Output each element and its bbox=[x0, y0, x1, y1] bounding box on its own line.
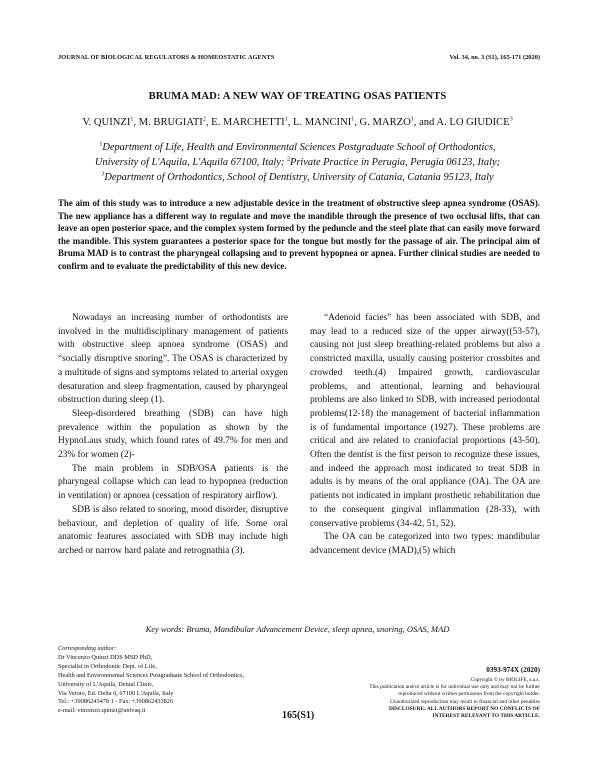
affiliations bbox=[40, 140, 555, 185]
paragraph: The OA can be categorized into two types: mandibular advancement device (MAD),(5) which bbox=[310, 532, 540, 556]
corresponding-email[interactable]: e-mail: vincenzo.quinzi@univaq.it bbox=[58, 707, 146, 715]
author-sup: 1 bbox=[284, 116, 288, 123]
disclosure-line: INTEREST RELEVANT TO THIS ARTICLE. bbox=[432, 713, 540, 720]
author-sup: 1 bbox=[351, 116, 355, 123]
paragraph: Nowadays an increasing number of orthodontists are involved in the multidisciplinary management of patients with obstructive sleep apnoea syndrome (OSAS) and “socially disruptive snoring”. The OSAS is characterized by a multitude of signs and symptoms related to arterial oxygen desaturation and sleep fragmentation, caused by pharyngeal obstruction during sleep (1). bbox=[58, 313, 288, 406]
paragraph: “Adenoid facies” has been associated with SDB, and may lead to a reduced size of the upper airway((53-57), causing not just sleep breathing-related problems but also a constricted maxilla, usually causing posterior crossbites and crowded teeth.(4) Impaired growth, cardiovascular problems, and attentional, learning and behavioural problems are also linked to SDB, with increased periodontal problems(12-18) the management of bacterial inflammation is of fundamental importance (1927). These problems are critical and are related to craniofacial proportions (43-50). Often the dentist is the first person to recognize these issues, and indeed the approach most indicated to treat SDB in adults is by means of the oral appliance (OA). The OA are patients not indicated in implant prosthetic rehabilitation due to the consequent gingival inflammation (28-33), with conservative problems (34-42, 51, 52). bbox=[310, 313, 540, 529]
rights-line: This publication and/or article is for individual use only and may not be further bbox=[369, 684, 540, 691]
corresponding-author bbox=[58, 645, 298, 716]
author-sup: 2 bbox=[202, 116, 206, 123]
author-sup: 1 bbox=[410, 116, 414, 123]
affiliation-line bbox=[40, 155, 555, 170]
author-name: E. MARCHETTI bbox=[211, 117, 285, 128]
disclosure-line: DISCLOSURE: ALL AUTHORS REPORT NO CONFLICTS OF bbox=[389, 705, 540, 712]
author-list: V. QUINZI$^1$, M. BRUGIATI$^2$, E. MARCHETTI$^1$, L. MANCINI$^1$, G. MARZO$^1$, and A. LO GIUDICE$^3$ bbox=[82, 116, 513, 128]
corresponding-line: Tel.: +39086243478 1 - Fax: +390862433826 bbox=[58, 698, 174, 706]
journal-name: JOURNAL OF BIOLOGICAL REGULATORS & HOMEOSTATIC AGENTS bbox=[58, 54, 275, 61]
abstract: The aim of this study was to introduce a new adjustable device in the treatment of obstructive sleep apnea syndrome (OSAS). The new appliance has a different way to regulate and move the mandible through the presence of two occlusal lifts, that can leave an open posterior space, and the complex system formed by the peduncle and the steel plate that can easily move forward the mandible. This system guarantees a posterior space for the tongue but mostly for the passage of air. The principal aim of Bruma MAD is to contrast the pharyngeal collapsing and to prevent hypopnea or apnea. Further clinical studies are needed to confirm and to evaluate the predictability of this new device. bbox=[58, 198, 540, 271]
volume-info: Vol. 34, no. 3 (S1), 165-171 (2020) bbox=[449, 54, 540, 61]
article-title: BRUMA MAD: A NEW WAY OF TREATING OSAS PATIENTS bbox=[148, 91, 447, 102]
paragraph: SDB is also related to snoring, mood disorder, disruptive behaviour, and depletion of quality of life. Some oral anatomic features associated with SDB may include high arched or narrow hard palate and retrognathia (3). bbox=[58, 504, 288, 556]
author-name: G. MARZO bbox=[359, 117, 411, 128]
paragraph: The main problem in SDB/OSA patients is the pharyngeal collapse which can lead to hypopnea (reduction in ventilation) or apnoea (cessation of respiratory airflow). bbox=[58, 463, 288, 502]
author-name: M. BRUGIATI bbox=[138, 117, 203, 128]
affiliation-text: Private Practice in Perugia, Perugia 06123, Italy; bbox=[289, 157, 501, 168]
running-header bbox=[58, 54, 540, 66]
rights-line: Unauthorized reproduction may result in financial and other penalties bbox=[390, 698, 540, 705]
affiliation-line bbox=[40, 140, 555, 155]
corresponding-line: Via Vetoio, Ed. Delta 6, 67100 L'Aquila, Italy bbox=[58, 689, 174, 697]
body-column-left bbox=[58, 312, 288, 559]
affiliation-sup: 3 bbox=[101, 171, 105, 178]
affiliation-text: University of L'Aquila, L'Aquila 67100, Italy; bbox=[94, 157, 285, 168]
rights-line: reproduced without written permission from the copyright holder. bbox=[398, 691, 540, 698]
body-column-right bbox=[310, 312, 540, 559]
issn: 0393-974X (2020) bbox=[486, 666, 540, 674]
affiliation-sup: 2 bbox=[286, 156, 290, 163]
rights-line: Copyright © by BIOLIFE, s.a.s. bbox=[470, 677, 540, 683]
author-sup: 1 bbox=[130, 116, 134, 123]
rights-notice bbox=[300, 665, 540, 720]
affiliation-text: Department of Life, Health and Environmental Sciences Postgraduate School of Orthodontics, bbox=[102, 142, 496, 153]
author-name: V. QUINZI bbox=[82, 117, 131, 128]
affiliation-line bbox=[40, 170, 555, 185]
corresponding-line: Dr Vincenzo Quinzi DDS MSD PhD, bbox=[58, 653, 153, 661]
paragraph: Sleep-disordered breathing (SDB) can have high prevalence within the population as shown by the HypnoLaus study, which found rates of 49.7% for men and 23% for women (2)- bbox=[58, 408, 288, 461]
corresponding-line: Health and Environmental Sciences Postgraduate School of Orthodontics, bbox=[58, 671, 245, 679]
author-sup: 3 bbox=[509, 116, 513, 123]
page-number: 165(S1) bbox=[282, 710, 315, 721]
keywords: Key words: Bruma, Mandibular Advancement Device, sleep apnea, snoring, OSAS, MAD bbox=[145, 624, 450, 634]
corresponding-line: University of L'Aquila, Dental Clinic, bbox=[58, 680, 154, 688]
affiliation-text: Department of Orthodontics, School of Dentistry, University of Catania, Catania 95123, Italy bbox=[104, 172, 494, 183]
corresponding-label: Corresponding author: bbox=[58, 645, 117, 652]
corresponding-line: Specialist in Orthodontic Dept. of Life, bbox=[58, 662, 157, 670]
author-name: L. MANCINI bbox=[292, 117, 352, 128]
affiliation-sup: 1 bbox=[99, 141, 103, 148]
author-name: A. LO GIUDICE bbox=[436, 117, 510, 128]
